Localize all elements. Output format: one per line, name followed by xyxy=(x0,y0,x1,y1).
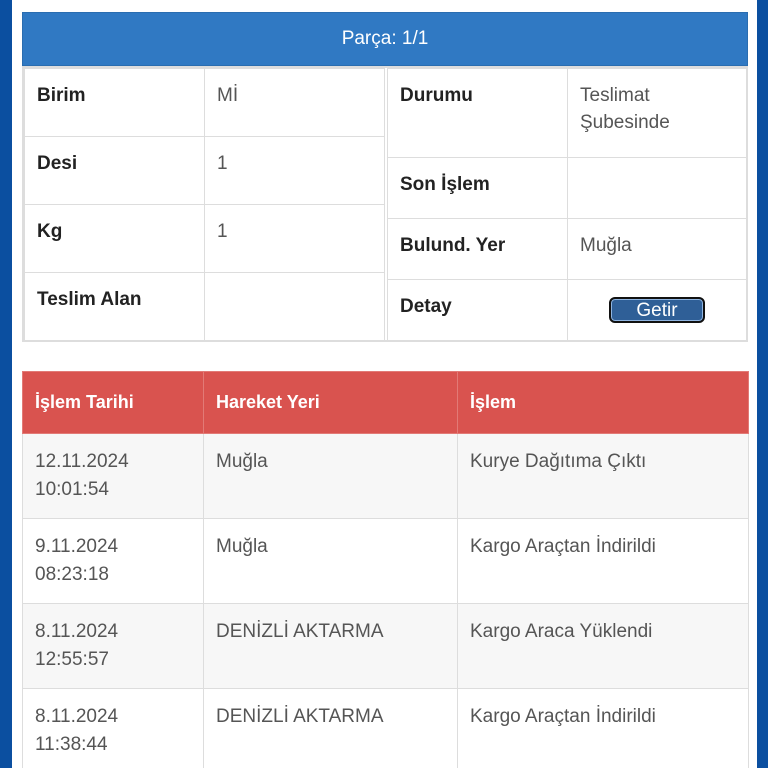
getir-button[interactable]: Getir xyxy=(609,297,705,323)
table-row xyxy=(23,604,749,689)
birim-label: Birim xyxy=(25,69,205,137)
parca-title: Parça: 1/1 xyxy=(341,28,429,49)
son-islem-value xyxy=(568,158,747,219)
info-row-desi xyxy=(25,137,385,205)
durumu-value: Teslimat Şubesinde xyxy=(568,69,747,158)
info-row-kg xyxy=(25,205,385,273)
row-action: Kurye Dağıtıma Çıktı xyxy=(458,434,749,519)
kg-label: Kg xyxy=(25,205,205,273)
info-row-bulund-yer xyxy=(388,219,747,280)
birim-value: Mİ xyxy=(205,69,385,137)
info-row-teslim-alan xyxy=(25,273,385,341)
row-action: Kargo Araçtan İndirildi xyxy=(458,519,749,604)
info-row-durumu xyxy=(388,69,747,158)
header-hareket-yeri: Hareket Yeri xyxy=(204,372,458,434)
bulund-yer-label: Bulund. Yer xyxy=(388,219,568,280)
teslim-alan-value xyxy=(205,273,385,341)
teslim-alan-label: Teslim Alan xyxy=(25,273,205,341)
row-place: DENİZLİ AKTARMA xyxy=(204,689,458,768)
desi-value: 1 xyxy=(205,137,385,205)
parca-header xyxy=(22,12,748,66)
kg-value: 1 xyxy=(205,205,385,273)
header-islem: İşlem xyxy=(458,372,749,434)
row-date: 9.11.2024 xyxy=(35,536,119,557)
son-islem-label: Son İşlem xyxy=(388,158,568,219)
table-row xyxy=(23,689,749,768)
row-datetime xyxy=(23,434,204,519)
row-datetime xyxy=(23,519,204,604)
row-time: 10:01:54 xyxy=(35,479,109,500)
table-row xyxy=(23,519,749,604)
row-date: 12.11.2024 xyxy=(35,451,129,472)
durumu-label: Durumu xyxy=(388,69,568,158)
row-place: Muğla xyxy=(204,519,458,604)
row-date: 8.11.2024 xyxy=(35,706,119,727)
shipment-info xyxy=(22,66,748,342)
detay-action-cell xyxy=(568,280,747,341)
row-place: Muğla xyxy=(204,434,458,519)
info-table-right xyxy=(387,68,747,341)
tracking-panel xyxy=(12,0,757,768)
bulund-yer-value: Muğla xyxy=(568,219,747,280)
row-place: DENİZLİ AKTARMA xyxy=(204,604,458,689)
row-time: 12:55:57 xyxy=(35,649,109,670)
table-row xyxy=(23,434,749,519)
desi-label: Desi xyxy=(25,137,205,205)
row-datetime xyxy=(23,604,204,689)
row-date: 8.11.2024 xyxy=(35,621,119,642)
detay-label: Detay xyxy=(388,280,568,341)
info-row-son-islem xyxy=(388,158,747,219)
row-action: Kargo Araca Yüklendi xyxy=(458,604,749,689)
history-header-row xyxy=(23,372,749,434)
info-row-birim xyxy=(25,69,385,137)
header-islem-tarihi: İşlem Tarihi xyxy=(23,372,204,434)
row-action: Kargo Araçtan İndirildi xyxy=(458,689,749,768)
info-row-detay xyxy=(388,280,747,341)
row-time: 11:38:44 xyxy=(35,734,108,755)
movement-history-table xyxy=(22,371,749,768)
row-time: 08:23:18 xyxy=(35,564,109,585)
info-table-left xyxy=(24,68,385,341)
row-datetime xyxy=(23,689,204,768)
